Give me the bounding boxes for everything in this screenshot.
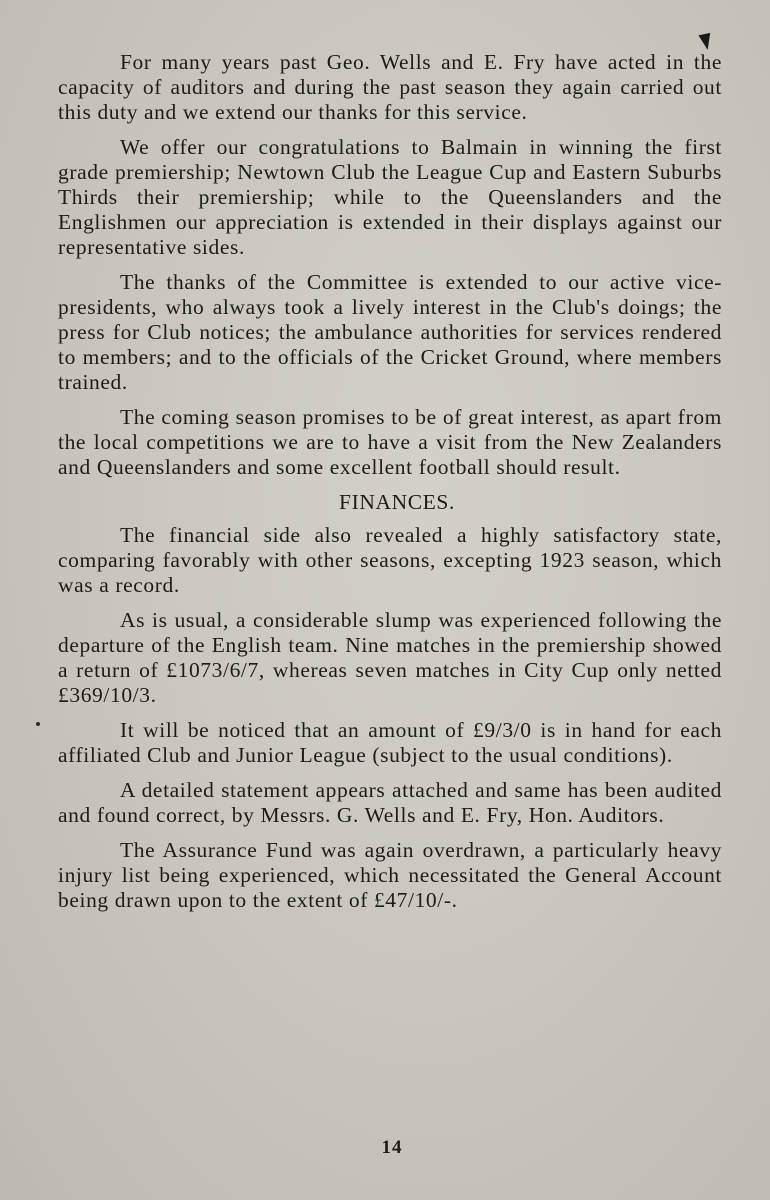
section-heading-finances: FINANCES. xyxy=(339,490,455,514)
paragraph-auditors: For many years past Geo. Wells and E. Fry have acted in the capacity of auditors and during the past season they again carried out this duty and we extend our thanks for this service. xyxy=(58,50,722,124)
ink-dot xyxy=(36,722,40,726)
paragraph-congratulations: We offer our congratulations to Balmain in winning the first grade premiership; Newtown Club the League Cup and Eastern Suburbs Thirds their premiership; while to the Queenslanders and the Englishmen our appreciation is extended in their displays against our representative sides. xyxy=(58,135,722,259)
page-number: 14 xyxy=(381,1137,403,1158)
paragraph-financial-side: The financial side also revealed a highly satisfactory state, comparing favorably with other seasons, excepting 1923 season, which was a record. xyxy=(58,523,722,597)
paragraph-thanks: The thanks of the Committee is extended to our active vice-presidents, who always took a lively interest in the Club's doings; the press for Club notices; the ambulance authorities for services rendered to members; and to the officials of the Cricket Ground, where members trained. xyxy=(58,270,722,394)
ink-mark xyxy=(698,33,713,51)
body-text xyxy=(58,50,722,923)
paragraph-slump: As is usual, a considerable slump was experienced following the departure of the English team. Nine matches in the premiership showed a return of £1073/6/7, whereas seven matches in City Cup only netted £369/10/3. xyxy=(58,608,722,707)
paragraph-assurance-fund: The Assurance Fund was again overdrawn, a particularly heavy injury list being experienced, which necessitated the General Account being drawn upon to the extent of £47/10/-. xyxy=(58,838,722,912)
paragraph-coming-season: The coming season promises to be of great interest, as apart from the local competitions we are to have a visit from the New Zealanders and Queenslanders and some excellent football should result. xyxy=(58,405,722,479)
paragraph-statement: A detailed statement appears attached and same has been audited and found correct, by Messrs. G. Wells and E. Fry, Hon. Auditors. xyxy=(58,778,722,827)
paragraph-affiliated-amount: It will be noticed that an amount of £9/3/0 is in hand for each affiliated Club and Junior League (subject to the usual conditions). xyxy=(58,718,722,767)
